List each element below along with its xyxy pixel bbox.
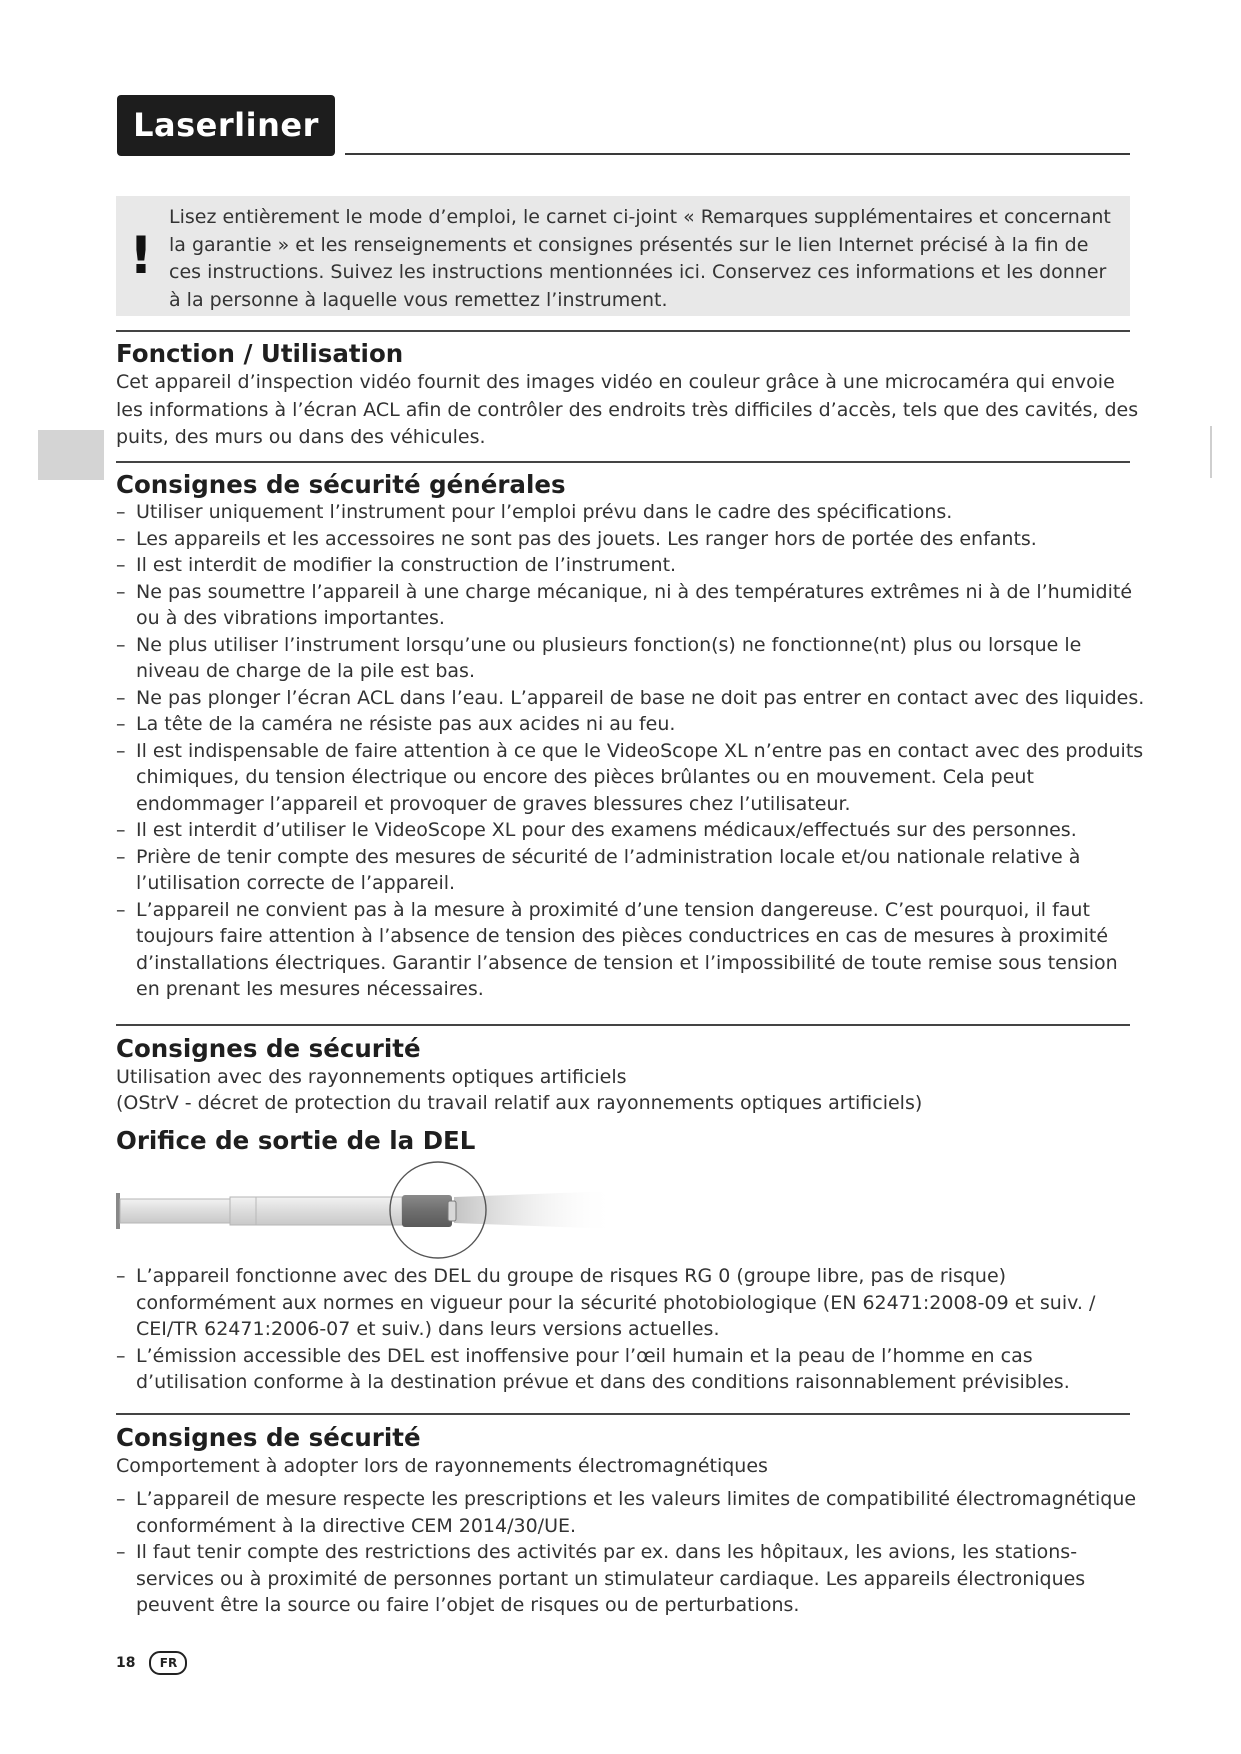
section-rule — [116, 461, 1130, 463]
probe-end-cap — [116, 1193, 120, 1229]
section-rule — [116, 1024, 1130, 1026]
section-tab-marker — [38, 430, 104, 480]
list-item: – Prière de tenir compte des mesures de sécurité de l’administration locale et/ou nationale relative à l’utilisation correcte de l’appareil. — [116, 845, 1081, 894]
heading-fonction: Fonction / Utilisation — [116, 339, 404, 368]
electro-line-1: Comportement à adopter lors de rayonnements électromagnétiques — [116, 1455, 768, 1477]
page-footer — [116, 1651, 187, 1675]
heading-securite-electro: Consignes de sécurité — [116, 1423, 421, 1452]
list-item: – L’appareil de mesure respecte les prescriptions et les valeurs limites de compatibilité électromagnétique conformément à la directive CEM 2014/30/UE. — [116, 1488, 1137, 1537]
light-beam — [454, 1191, 616, 1229]
list-item: – Ne pas soumettre l’appareil à une charge mécanique, ni à des températures extrêmes ni à de l’humidité ou à des vibrations importantes. — [116, 580, 1133, 629]
emc-safety-list — [116, 1486, 1146, 1619]
led-safety-list — [116, 1263, 1146, 1396]
list-item: – Il est interdit d’utiliser le VideoScope XL pour des examens médicaux/effectués sur des personnes. — [116, 819, 1077, 841]
list-item: – Il est indispensable de faire attention à ce que le VideoScope XL n’entre pas en contact avec des produits chimiques, du tension électrique ou encore des pièces brûlantes ou en mouvement. Cela peut endommager l’appareil et provoquer de graves blessures chez l’utilisateur. — [116, 739, 1144, 815]
list-item: – Ne plus utiliser l’instrument lorsqu’une ou plusieurs fonction(s) ne fonctionne(nt) plus ou lorsque le niveau de charge de la pile est bas. — [116, 633, 1082, 682]
language-badge: FR — [149, 1651, 187, 1675]
camera-head — [402, 1195, 452, 1227]
safety-list — [116, 499, 1146, 1003]
heading-securite-optique: Consignes de sécurité — [116, 1034, 421, 1063]
header-rule — [345, 153, 1130, 155]
warning-text: Lisez entièrement le mode d’emploi, le carnet ci-joint « Remarques supplémentaires et concernant la garantie » et les renseignements et consignes présentés sur le lien Internet précisé à la fin de ces instructions. Suivez les instructions mentionnées ici. Conservez ces informations et les donner à la personne à laquelle vous remettez l’instrument. — [169, 206, 1111, 311]
list-item: – Utiliser uniquement l’instrument pour l’emploi prévu dans le cadre des spécifications. — [116, 501, 953, 523]
heading-orifice-del: Orifice de sortie de la DEL — [116, 1126, 476, 1155]
list-item: – L’appareil fonctionne avec des DEL du groupe de risques RG 0 (groupe libre, pas de risque) conformément aux normes en vigueur pour la sécurité photobiologique (EN 62471:2008-09 et suiv. / CEI/TR 62471:2006-07 et suiv.) dans leurs versions actuelles. — [116, 1265, 1096, 1340]
list-item: – Il est interdit de modifier la construction de l’instrument. — [116, 554, 677, 576]
heading-securite-generales: Consignes de sécurité générales — [116, 470, 566, 499]
section-rule — [116, 330, 1130, 332]
exclamation-icon: ! — [129, 226, 153, 286]
list-item: – Ne pas plonger l’écran ACL dans l’eau. L’appareil de base ne doit pas entrer en contact avec des liquides. — [116, 686, 1145, 709]
list-item: – Il faut tenir compte des restrictions des activités par ex. dans les hôpitaux, les avions, les stations-services ou à proximité de personnes portant un stimulateur cardiaque. Les appareils électroniques peuvent être la source ou faire l’objet de risques ou de perturbations. — [116, 1541, 1086, 1616]
list-item: – L’émission accessible des DEL est inoffensive pour l’œil humain et la peau de l’homme en cas d’utilisation conforme à la destination prévue et dans des conditions raisonnablement prévisibles. — [116, 1344, 1070, 1393]
list-item: – Les appareils et les accessoires ne sont pas des jouets. Les ranger hors de portée des enfants. — [116, 527, 1037, 550]
led-lens — [448, 1201, 456, 1221]
led-probe-illustration — [116, 1155, 616, 1265]
warning-box — [116, 196, 1130, 316]
optique-line-2: (OStrV - décret de protection du travail relatif aux rayonnements optiques artificiels) — [116, 1092, 923, 1114]
section-rule — [116, 1413, 1130, 1415]
probe-tube — [120, 1199, 230, 1223]
optique-line-1: Utilisation avec des rayonnements optiques artificiels — [116, 1066, 627, 1088]
fonction-text: Cet appareil d’inspection vidéo fournit des images vidéo en couleur grâce à une microcaméra qui envoie les informations à l’écran ACL afin de contrôler des endroits très difficiles d’accès, tels que des cavités, des puits, des murs ou dans des véhicules. — [116, 371, 1139, 448]
laserliner-logo: Laserliner — [117, 95, 335, 156]
list-item: – La tête de la caméra ne résiste pas aux acides ni au feu. — [116, 713, 676, 735]
page-number: 18 — [116, 1655, 136, 1671]
margin-mark — [1210, 426, 1212, 478]
list-item: – L’appareil ne convient pas à la mesure à proximité d’une tension dangereuse. C’est pourquoi, il faut toujours faire attention à l’absence de tension des pièces conductrices en cas de mesures à proximité d’installations électriques. Garantir l’absence de tension et l’impossibilité de toute remise sous tension en prenant les mesures nécessaires. — [116, 898, 1118, 1000]
